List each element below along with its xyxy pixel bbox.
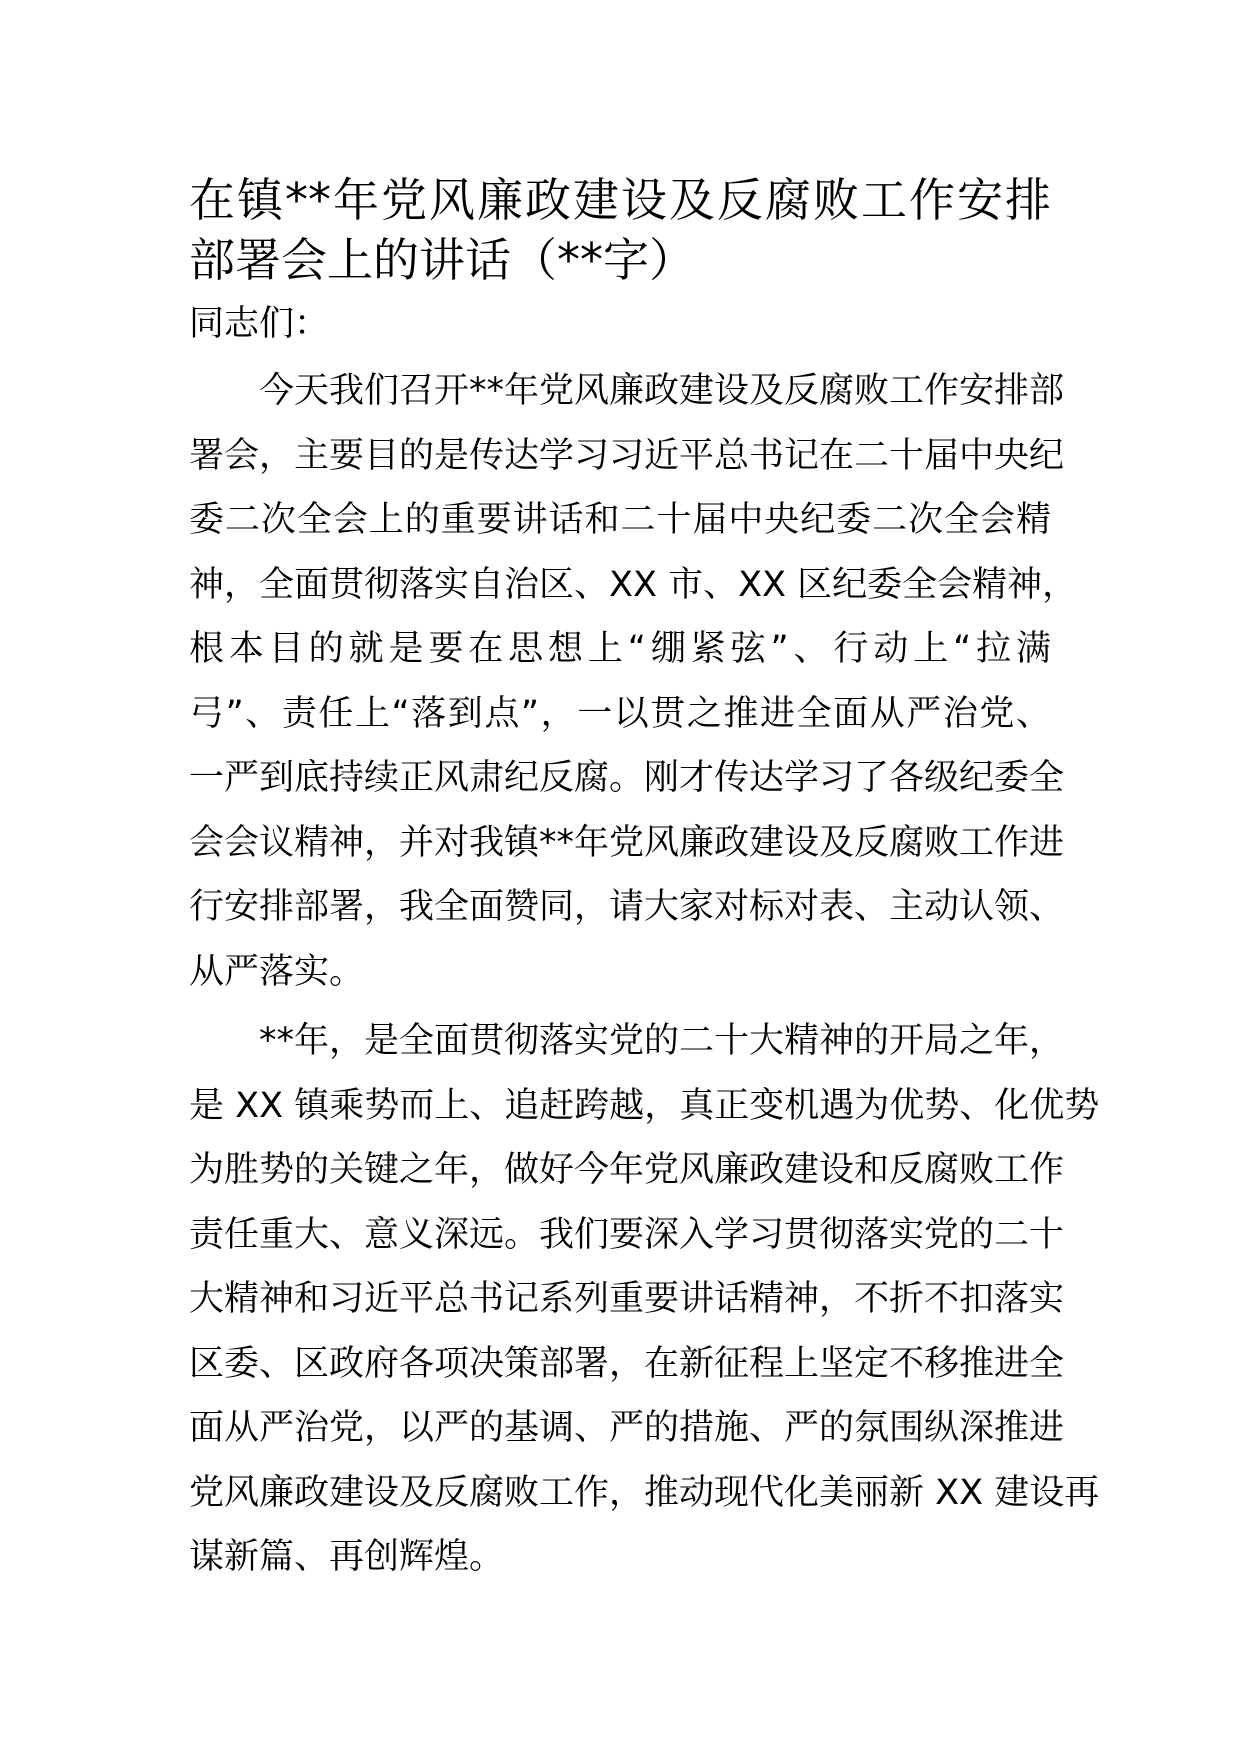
- paragraph-line: 区委、区政府各项决策部署，在新征程上坚定不移推进全: [189, 1343, 1065, 1384]
- paragraph-line: **年，是全面贯彻落实党的二十大精神的开局之年，: [259, 1021, 1065, 1061]
- paragraph-line: 会会议精神，并对我镇**年党风廉政建设及反腐败工作进: [189, 822, 1065, 863]
- paragraph-line: 根本目的就是要在思想上“绷紧弦”、行动上“拉满: [189, 629, 1051, 669]
- paragraph-line: 责任重大、意义深远。我们要深入学习贯彻落实党的二十: [189, 1214, 1065, 1255]
- paragraph-line: 行安排部署，我全面赞同，请大家对标对表、主动认领、: [189, 887, 1065, 927]
- paragraph-1: [189, 359, 1078, 1004]
- paragraph-2: [189, 1009, 1100, 1590]
- title-line: 部署会上的讲话（**字）: [189, 233, 695, 287]
- paragraph-line: 神，全面贯彻落实自治区、XX 市、XX 区纪委全会精神，: [189, 564, 1078, 605]
- document-title: [189, 170, 1051, 290]
- paragraph-line: 一严到底持续正风肃纪反腐。刚才传达学习了各级纪委全: [189, 758, 1065, 798]
- paragraph-line: 弓”、责任上“落到点”，一以贯之推进全面从严治党、: [189, 693, 1051, 734]
- paragraph-line: 是 XX 镇乘势而上、追赶跨越，真正变机遇为优势、化优势: [189, 1085, 1100, 1126]
- paragraph-line: 为胜势的关键之年，做好今年党风廉政建设和反腐败工作: [189, 1150, 1065, 1190]
- paragraph-line: 从严落实。: [189, 951, 365, 992]
- paragraph-line: 大精神和习近平总书记系列重要讲话精神，不折不扣落实: [189, 1279, 1065, 1319]
- paragraph-line: 委二次全会上的重要讲话和二十届中央纪委二次全会精: [189, 500, 1051, 540]
- title-line: 在镇**年党风廉政建设及反腐败工作安排: [189, 173, 1051, 227]
- paragraph-line: 面从严治党，以严的基调、严的措施、严的氛围纵深推进: [189, 1408, 1065, 1448]
- paragraph-line: 谋新篇、再创辉煌。: [189, 1537, 505, 1577]
- paragraph-line: 署会，主要目的是传达学习习近平总书记在二十届中央纪: [189, 435, 1065, 476]
- paragraph-line: 党风廉政建设及反腐败工作，推动现代化美丽新 XX 建设再: [189, 1472, 1100, 1513]
- paragraph-line: 今天我们召开**年党风廉政建设及反腐败工作安排部: [259, 371, 1065, 411]
- greeting: 同志们：: [189, 304, 330, 344]
